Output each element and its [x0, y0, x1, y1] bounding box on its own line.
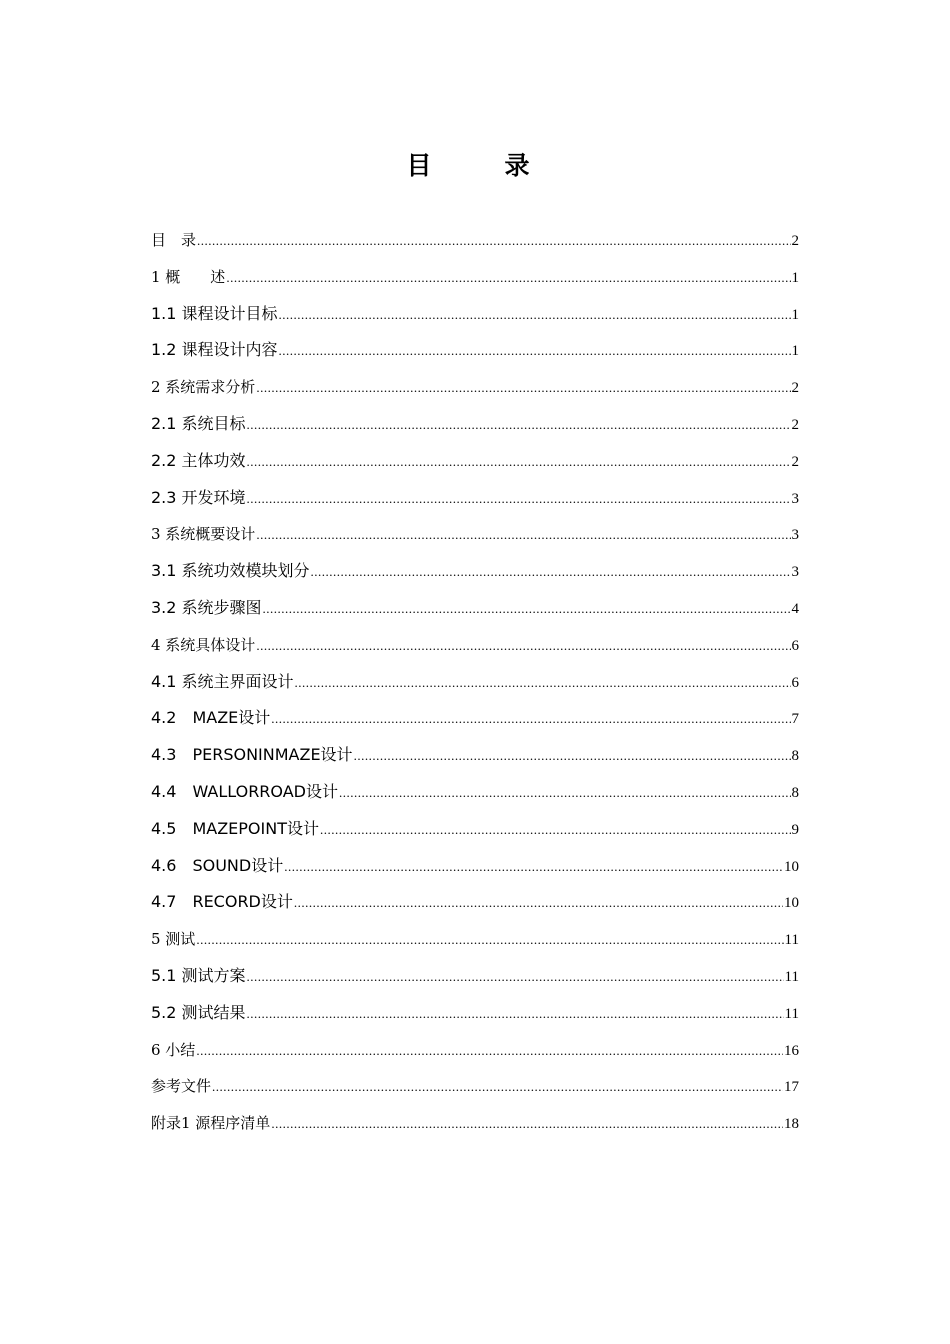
toc-entry-label: 附录1 源程序清单 — [151, 1114, 271, 1133]
toc-entry-label: 4.2 MAZE设计 — [151, 708, 271, 728]
toc-page-number: 3 — [791, 490, 799, 507]
toc-dot-leader — [256, 628, 790, 665]
toc-entry[interactable] — [151, 1105, 799, 1142]
toc-entry-label: 4.1 系统主界面设计 — [151, 671, 294, 691]
toc-dot-leader — [247, 444, 791, 481]
toc-dot-leader — [196, 922, 783, 959]
toc-dot-leader — [339, 775, 790, 812]
toc-entry[interactable] — [151, 700, 799, 737]
toc-entry[interactable] — [151, 737, 799, 774]
toc-entry-label: 4.5 MAZEPOINT设计 — [151, 818, 319, 838]
toc-entry[interactable] — [151, 1032, 799, 1069]
toc-dot-leader — [247, 996, 784, 1033]
toc-dot-leader — [279, 333, 791, 370]
toc-entry-label: 3 系统概要设计 — [151, 525, 256, 544]
toc-entry[interactable] — [151, 443, 799, 480]
toc-entry-label: 2.1 系统目标 — [151, 413, 246, 433]
toc-entry[interactable] — [151, 995, 799, 1032]
toc-dot-leader — [256, 370, 790, 407]
toc-dot-leader — [284, 849, 783, 886]
toc-entry[interactable] — [151, 958, 799, 995]
toc-entry[interactable] — [151, 369, 799, 406]
table-of-contents — [151, 222, 799, 1142]
toc-entry-label: 4.4 WALLORROAD设计 — [151, 781, 339, 801]
toc-page-number: 1 — [791, 269, 799, 286]
toc-entry[interactable] — [151, 516, 799, 553]
toc-dot-leader — [197, 223, 790, 260]
toc-entry[interactable] — [151, 848, 799, 885]
toc-entry[interactable] — [151, 296, 799, 333]
toc-entry-label: 5.2 测试结果 — [151, 1002, 246, 1022]
toc-entry-label: 2 系统需求分析 — [151, 378, 256, 397]
toc-entry-label: 3.1 系统功效模块划分 — [151, 561, 310, 581]
toc-entry-label: 5 测试 — [151, 930, 196, 949]
toc-page-number: 11 — [784, 968, 799, 985]
toc-entry-label: 6 小结 — [151, 1040, 196, 1059]
toc-dot-leader — [271, 701, 790, 738]
toc-dot-leader — [311, 554, 791, 591]
toc-page-number: 4 — [791, 600, 799, 617]
toc-dot-leader — [263, 591, 791, 628]
toc-entry[interactable] — [151, 590, 799, 627]
toc-entry[interactable] — [151, 627, 799, 664]
toc-entry[interactable] — [151, 222, 799, 259]
toc-entry-label: 1.1 课程设计目标 — [151, 303, 278, 323]
toc-entry-label: 1.2 课程设计内容 — [151, 340, 278, 360]
toc-entry-label: 2.2 主体功效 — [151, 450, 246, 470]
toc-entry[interactable] — [151, 259, 799, 296]
toc-dot-leader — [247, 959, 784, 996]
toc-entry[interactable] — [151, 921, 799, 958]
toc-page-number: 3 — [791, 527, 799, 544]
toc-page-number: 1 — [791, 306, 799, 323]
toc-page-number: 2 — [791, 233, 799, 249]
toc-entry[interactable] — [151, 664, 799, 701]
toc-page-number: 6 — [791, 674, 799, 691]
toc-entry[interactable] — [151, 811, 799, 848]
toc-entry[interactable] — [151, 332, 799, 369]
toc-entry-label: 2.3 开发环境 — [151, 487, 246, 507]
toc-page-number: 11 — [784, 932, 799, 949]
toc-entry-label: 参考文件 — [151, 1077, 212, 1096]
page-title: 目 录 — [406, 151, 554, 180]
toc-page-number: 6 — [791, 637, 799, 654]
toc-entry-label: 4 系统具体设计 — [151, 635, 256, 654]
toc-page-number: 16 — [784, 1042, 799, 1059]
toc-page-number: 7 — [791, 711, 799, 728]
toc-entry-label: 目 录 — [151, 231, 197, 249]
toc-dot-leader — [247, 407, 791, 444]
toc-page-number: 2 — [791, 453, 799, 470]
toc-entry-label: 4.7 RECORD设计 — [151, 892, 293, 912]
toc-page-number: 10 — [784, 895, 799, 912]
toc-entry-label: 5.1 测试方案 — [151, 965, 246, 985]
toc-dot-leader — [271, 1106, 783, 1143]
toc-page-number: 17 — [784, 1079, 799, 1096]
toc-entry[interactable] — [151, 406, 799, 443]
toc-dot-leader — [247, 481, 791, 518]
toc-dot-leader — [226, 260, 790, 297]
toc-dot-leader — [212, 1069, 783, 1106]
toc-entry[interactable] — [151, 884, 799, 921]
toc-dot-leader — [256, 517, 790, 554]
toc-dot-leader — [294, 885, 783, 922]
toc-entry-label: 3.2 系统步骤图 — [151, 597, 262, 617]
toc-page-number: 11 — [784, 1005, 799, 1022]
toc-entry[interactable] — [151, 774, 799, 811]
toc-page-number: 8 — [791, 784, 799, 801]
toc-page-number: 9 — [791, 821, 799, 838]
toc-entry-label: 4.6 SOUND设计 — [151, 855, 284, 875]
toc-page-number: 1 — [791, 343, 799, 360]
toc-dot-leader — [279, 297, 791, 334]
toc-dot-leader — [354, 738, 791, 775]
toc-entry[interactable] — [151, 1068, 799, 1105]
toc-page-number: 2 — [791, 380, 799, 397]
toc-entry[interactable] — [151, 480, 799, 517]
toc-entry-label: 4.3 PERSONINMAZE设计 — [151, 745, 353, 765]
toc-dot-leader — [196, 1033, 783, 1070]
toc-page-number: 3 — [791, 564, 799, 581]
toc-dot-leader — [295, 665, 791, 702]
toc-page-number: 2 — [791, 416, 799, 433]
toc-dot-leader — [320, 812, 791, 849]
toc-entry-label: 1 概 述 — [151, 267, 226, 286]
toc-entry[interactable] — [151, 553, 799, 590]
toc-page-number: 8 — [791, 748, 799, 765]
toc-page-number: 10 — [784, 858, 799, 875]
toc-page-number: 18 — [784, 1116, 799, 1133]
